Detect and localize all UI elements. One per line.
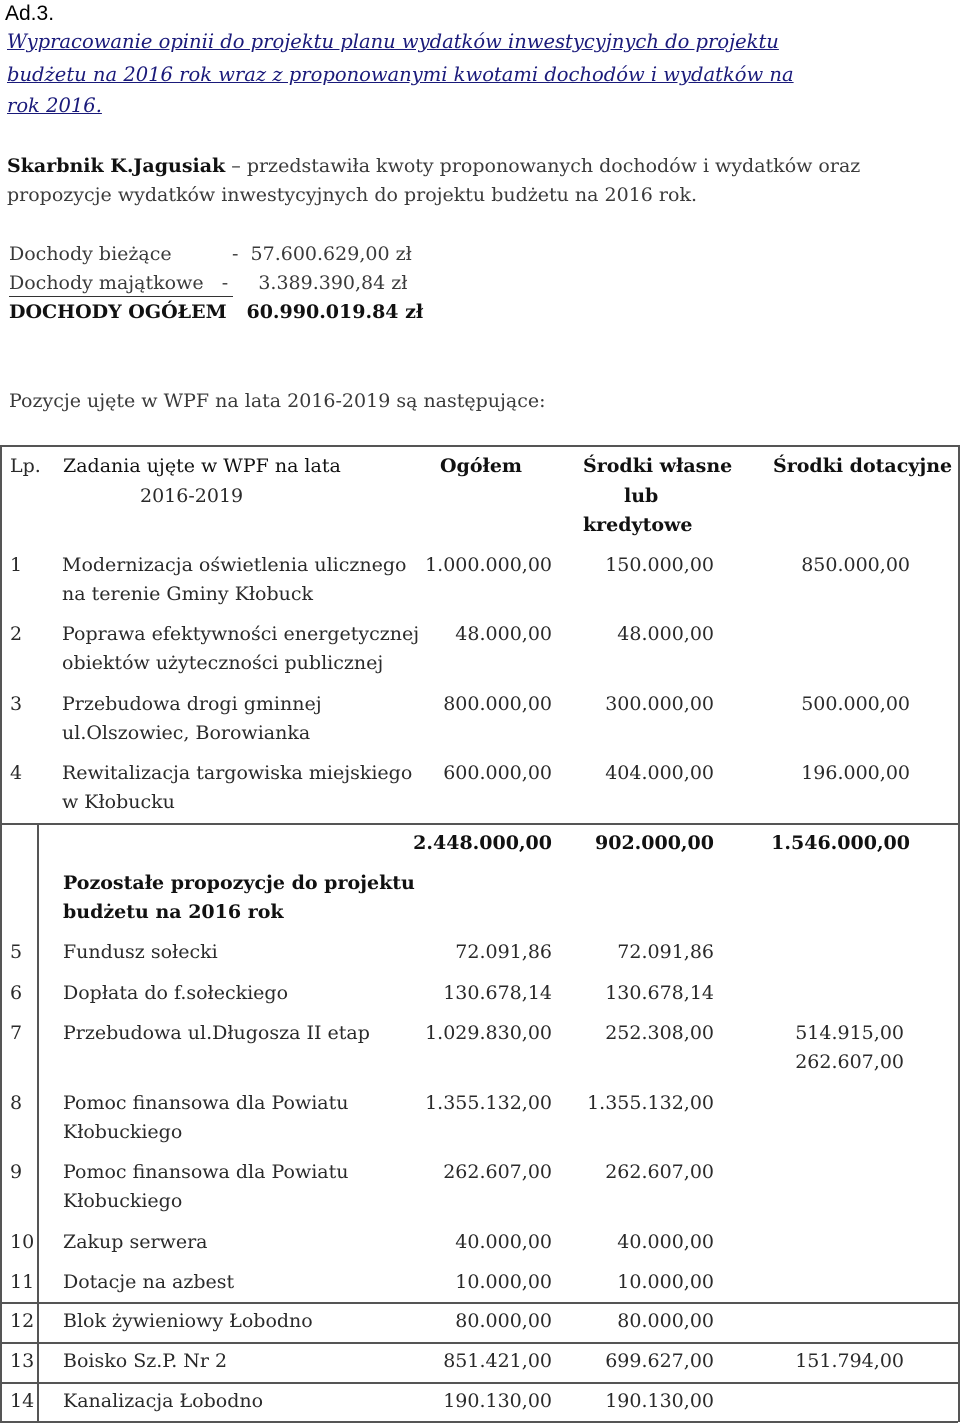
row-own: 72.091,86	[617, 941, 714, 963]
wpf-intro: Pozycje ujęte w WPF na lata 2016-2019 są następujące:	[9, 390, 546, 412]
row-task: Fundusz sołecki	[63, 941, 218, 963]
title-line-2: budżetu na 2016 rok wraz z proponowanymi kwotami dochodów i wydatków na	[7, 63, 794, 86]
row-task: Modernizacja oświetlenia ulicznego	[62, 554, 407, 576]
row-task: Boisko Sz.P. Nr 2	[63, 1350, 228, 1372]
row-task: Przebudowa ul.Długosza II etap	[63, 1022, 370, 1044]
row-total: 800.000,00	[443, 693, 552, 715]
row-lp: 14	[10, 1390, 35, 1412]
section-number: Ad.3.	[5, 2, 55, 25]
row-grant: 514.915,00	[795, 1022, 904, 1044]
title-line-1: Wypracowanie opinii do projektu planu wydatków inwestycyjnych do projektu	[7, 30, 779, 53]
row-total: 48.000,00	[455, 623, 552, 645]
underline	[9, 296, 233, 297]
row-own: 262.607,00	[605, 1161, 714, 1183]
row-lp: 8	[10, 1092, 23, 1114]
row-grant: 850.000,00	[801, 554, 910, 576]
row-task: Dopłata do f.sołeckiego	[63, 982, 289, 1004]
row-own: 1.355.132,00	[587, 1092, 714, 1114]
row-task: Przebudowa drogi gminnej	[62, 693, 322, 715]
sum-grant: 1.546.000,00	[771, 832, 910, 854]
row-total: 1.000.000,00	[425, 554, 552, 576]
col-own-header-2: lub	[624, 485, 659, 507]
row-lp: 5	[10, 941, 23, 963]
row-task: Pomoc finansowa dla Powiatu	[63, 1161, 349, 1183]
row-total: 40.000,00	[455, 1231, 552, 1253]
intro-text: – przedstawiła kwoty proponowanych dochodów i wydatków oraz	[225, 155, 861, 177]
row-total: 600.000,00	[443, 762, 552, 784]
row-grant-secondary: 262.607,00	[795, 1051, 904, 1073]
col-own-header-1: Środki własne	[583, 455, 733, 477]
col-task-header: Zadania ujęte w WPF na lata	[63, 455, 341, 477]
row-task-cont: w Kłobucku	[62, 791, 175, 813]
row-lp: 9	[10, 1161, 23, 1183]
intro-line-1	[7, 155, 860, 177]
row-task: Poprawa efektywności energetycznej	[62, 623, 420, 645]
row-grant: 151.794,00	[795, 1350, 904, 1372]
row-own: 699.627,00	[605, 1350, 714, 1372]
row-own: 10.000,00	[617, 1271, 714, 1293]
income-current: Dochody bieżące - 57.600.629,00 zł	[9, 243, 412, 265]
row-total: 10.000,00	[455, 1271, 552, 1293]
col-lp-header: Lp.	[10, 455, 41, 477]
row-total: 130.678,14	[443, 982, 552, 1004]
row-own: 48.000,00	[617, 623, 714, 645]
row-total: 851.421,00	[443, 1350, 552, 1372]
row-own: 190.130,00	[605, 1390, 714, 1412]
other-section-title: Pozostałe propozycje do projektu	[63, 872, 415, 894]
row-total: 1.355.132,00	[425, 1092, 552, 1114]
row-lp: 12	[10, 1310, 35, 1332]
row-lp: 7	[10, 1022, 23, 1044]
row-task-cont: obiektów użyteczności publicznej	[62, 652, 384, 674]
row-own: 150.000,00	[605, 554, 714, 576]
row-total: 190.130,00	[443, 1390, 552, 1412]
row-task-cont: na terenie Gminy Kłobuck	[62, 583, 314, 605]
row-own: 252.308,00	[605, 1022, 714, 1044]
row-grant: 500.000,00	[801, 693, 910, 715]
row-lp: 11	[10, 1271, 35, 1293]
income-total: DOCHODY OGÓŁEM 60.990.019.84 zł	[9, 301, 424, 323]
row-task: Zakup serwera	[63, 1231, 208, 1253]
row-own: 80.000,00	[617, 1310, 714, 1332]
row-lp: 6	[10, 982, 23, 1004]
col-own-header-3: kredytowe	[583, 514, 693, 536]
row-lp: 2	[10, 623, 23, 645]
row-lp: 13	[10, 1350, 35, 1372]
intro-line-2: propozycje wydatków inwestycyjnych do projektu budżetu na 2016 rok.	[7, 184, 698, 206]
row-lp: 1	[10, 554, 23, 576]
other-section-title-cont: budżetu na 2016 rok	[63, 901, 284, 923]
row-lp: 3	[10, 693, 23, 715]
row-task-cont: Kłobuckiego	[63, 1190, 183, 1212]
row-lp: 4	[10, 762, 23, 784]
row-total: 262.607,00	[443, 1161, 552, 1183]
row-total: 72.091,86	[455, 941, 552, 963]
col-task-header-years: 2016-2019	[140, 485, 244, 507]
row-own: 404.000,00	[605, 762, 714, 784]
col-grant-header: Środki dotacyjne	[773, 455, 953, 477]
row-own: 40.000,00	[617, 1231, 714, 1253]
row-own: 300.000,00	[605, 693, 714, 715]
row-task-cont: Kłobuckiego	[63, 1121, 183, 1143]
income-capital: Dochody majątkowe - 3.389.390,84 zł	[9, 272, 408, 294]
col-total-header: Ogółem	[440, 455, 523, 477]
row-own: 130.678,14	[605, 982, 714, 1004]
row-task: Blok żywieniowy Łobodno	[63, 1310, 313, 1332]
row-task: Kanalizacja Łobodno	[63, 1390, 264, 1412]
sum-total: 2.448.000,00	[413, 832, 552, 854]
sum-own: 902.000,00	[595, 832, 714, 854]
row-task: Rewitalizacja targowiska miejskiego	[62, 762, 413, 784]
row-task-cont: ul.Olszowiec, Borowianka	[62, 722, 311, 744]
speaker-name: Skarbnik K.Jagusiak	[7, 155, 226, 177]
row-total: 1.029.830,00	[425, 1022, 552, 1044]
row-task: Pomoc finansowa dla Powiatu	[63, 1092, 349, 1114]
row-grant: 196.000,00	[801, 762, 910, 784]
row-lp: 10	[10, 1231, 35, 1253]
row-total: 80.000,00	[455, 1310, 552, 1332]
row-task: Dotacje na azbest	[63, 1271, 235, 1293]
title-line-3: rok 2016.	[7, 94, 102, 117]
